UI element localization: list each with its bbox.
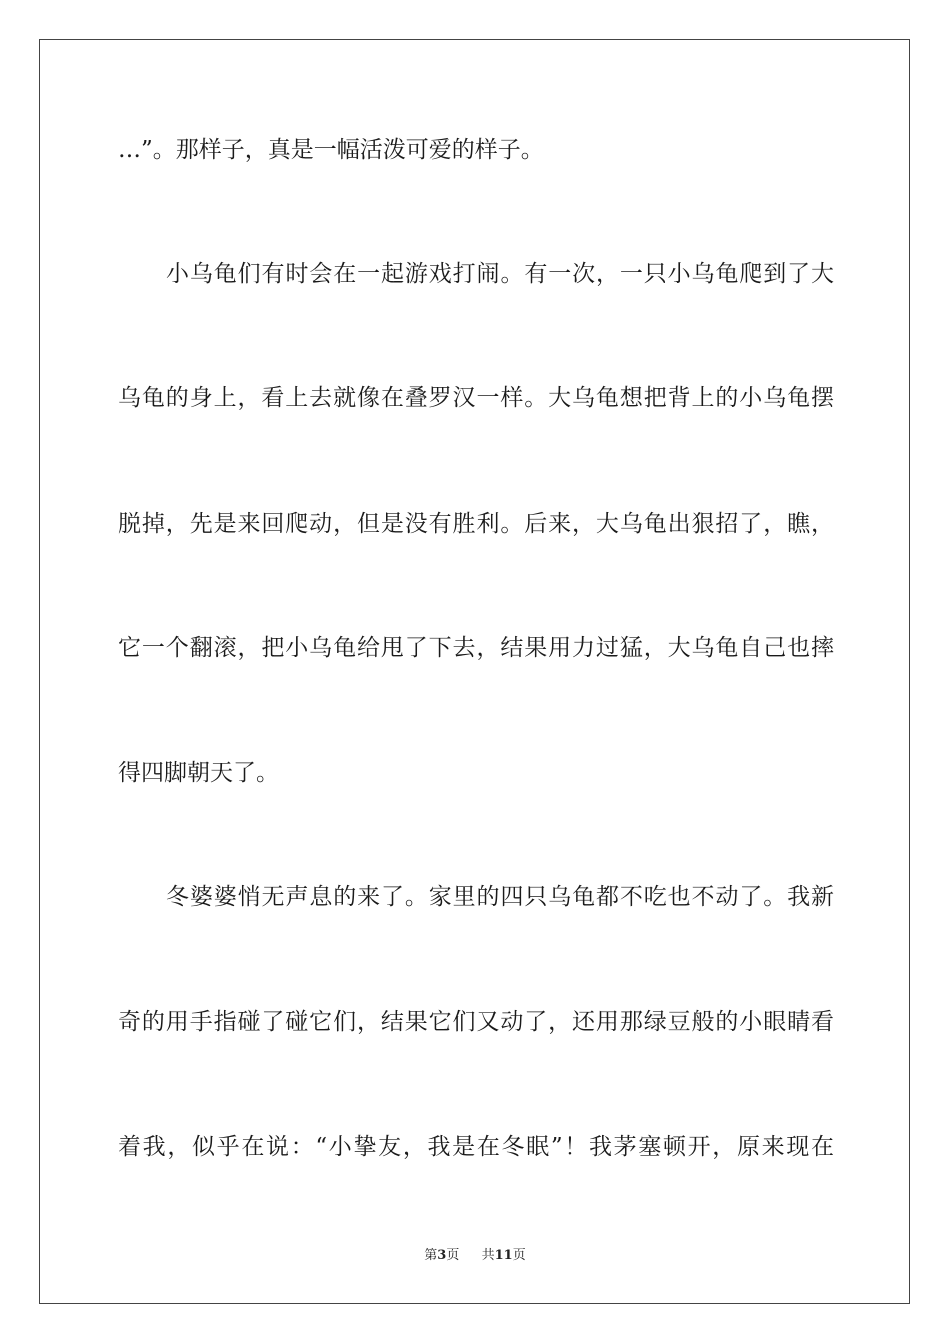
text-line: 着我，似乎在说：“小挚友，我是在冬眠”！我茅塞顿开，原来现在 xyxy=(118,1134,834,1160)
page-border xyxy=(39,39,910,1304)
total-prefix: 共 xyxy=(481,1248,495,1263)
total-suffix: 页 xyxy=(512,1248,526,1263)
page-suffix: 页 xyxy=(446,1248,460,1263)
paragraph-first-line: 冬婆婆悄无声息的来了。家里的四只乌龟都不吃也不动了。我新 xyxy=(166,884,834,910)
text-line: 奇的用手指碰了碰它们，结果它们又动了，还用那绿豆般的小眼睛看 xyxy=(118,1009,834,1035)
page-footer xyxy=(0,1246,950,1266)
total-pages-label xyxy=(482,1246,526,1266)
total-pages-number: 11 xyxy=(494,1248,513,1263)
paragraph-first-line: 小乌龟们有时会在一起游戏打闹。有一次，一只小乌龟爬到了大 xyxy=(166,261,834,287)
current-page-number: 3 xyxy=(437,1248,447,1263)
text-line: …”。那样子，真是一幅活泼可爱的样子。 xyxy=(118,137,544,163)
page-number-label xyxy=(424,1246,459,1266)
text-line: 脱掉，先是来回爬动，但是没有胜利。后来，大乌龟出狠招了，瞧， xyxy=(118,511,834,537)
page-prefix: 第 xyxy=(424,1248,438,1263)
text-line: 它一个翻滚，把小乌龟给甩了下去，结果用力过猛，大乌龟自己也摔 xyxy=(118,635,834,661)
text-line: 乌龟的身上，看上去就像在叠罗汉一样。大乌龟想把背上的小乌龟摆 xyxy=(118,385,834,411)
text-line: 得四脚朝天了。 xyxy=(118,760,279,786)
